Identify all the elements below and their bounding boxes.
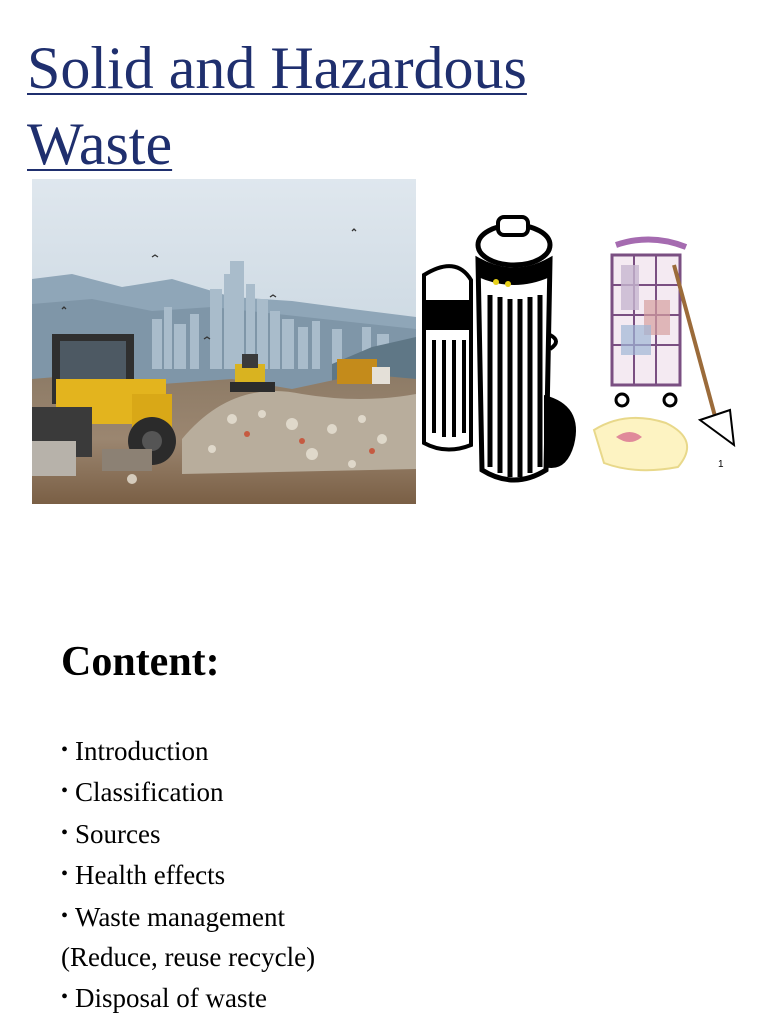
bullet-icon: • <box>61 904 69 927</box>
content-heading: Content: <box>61 639 220 685</box>
list-item-text: Sources <box>75 818 161 849</box>
bullet-icon: • <box>61 780 69 803</box>
list-item <box>61 854 315 895</box>
content-list <box>61 730 315 1019</box>
list-item-continuation <box>61 937 315 977</box>
bullet-icon: • <box>61 739 69 761</box>
landfill-photo <box>32 179 416 504</box>
bullet-icon: • <box>61 863 69 886</box>
shopping-cart-icon <box>594 239 734 470</box>
large-trash-can-icon <box>478 217 576 480</box>
list-item <box>61 771 315 812</box>
trash-cart-clipart <box>416 205 736 495</box>
list-item <box>61 730 315 771</box>
list-item-text: Health effects <box>75 860 226 891</box>
bullet-icon: • <box>61 821 69 844</box>
clipart-page-mark: 1 <box>718 459 724 470</box>
title-line-2: Waste <box>27 111 173 177</box>
list-item <box>61 896 315 937</box>
list-item-text: Waste management <box>75 901 285 932</box>
list-item <box>61 977 315 1018</box>
list-item-text: Classification <box>75 777 224 808</box>
list-item-text: (Reduce, reuse recycle) <box>61 942 316 973</box>
bullet-icon: • <box>61 986 69 1009</box>
list-item <box>61 813 315 854</box>
page-title <box>27 30 727 182</box>
small-trash-can-icon <box>424 266 471 449</box>
list-item-text: Introduction <box>75 736 209 766</box>
title-line-1: Solid and Hazardous <box>27 35 527 101</box>
list-item-text: Disposal of waste <box>75 983 267 1014</box>
